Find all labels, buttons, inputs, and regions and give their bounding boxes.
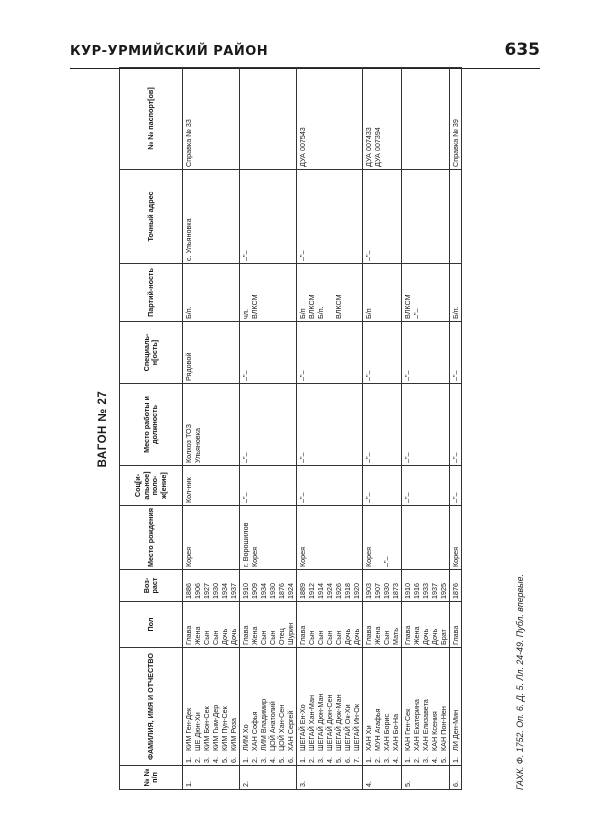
specialty-cell <box>363 322 402 384</box>
family-group-row <box>402 68 450 790</box>
person-index: 6. <box>343 757 352 763</box>
person-fullname: ЛИМ Хо <box>241 724 250 751</box>
address-cell <box>450 170 462 264</box>
social-cell <box>183 466 240 506</box>
person-index: 5. <box>220 757 229 763</box>
person-fullname: ШЕГАЙ Ин-Ок <box>352 703 361 751</box>
person-year: 1889 <box>298 583 307 599</box>
person-role: Дочь <box>343 628 352 645</box>
person-year: 1926 <box>334 583 343 599</box>
birthplace-cell <box>183 506 240 570</box>
person-name <box>403 650 412 763</box>
person-role: Сын <box>334 630 343 645</box>
person-role: Жена <box>193 626 202 645</box>
person-index: 3. <box>382 757 391 763</box>
age-cell <box>297 570 363 602</box>
work-cell <box>297 384 363 466</box>
person-role: Жена <box>373 626 382 645</box>
person-year: 1903 <box>364 583 373 599</box>
birthplace-cell-line <box>373 508 382 567</box>
person-name <box>421 650 430 763</box>
person-fullname: КИМ Бон-Сек <box>202 706 211 751</box>
person-role: Глава <box>184 625 193 645</box>
person-role: Сын <box>382 630 391 645</box>
passport-cell <box>402 68 450 170</box>
person-name <box>391 650 400 763</box>
region-title: КУР-УРМИЙСКИЙ РАЙОН <box>70 44 269 59</box>
birthplace-cell <box>297 506 363 570</box>
work-cell-line: Колхоз ТОЗ <box>184 424 193 463</box>
address-cell-line <box>403 172 412 261</box>
person-year: 1933 <box>421 583 430 599</box>
person-name <box>412 650 421 763</box>
person-index: 5. <box>439 757 448 763</box>
party-cell-line: –"– <box>412 308 421 319</box>
work-cell-line: –"– <box>364 452 373 463</box>
person-index: 1. <box>364 757 373 763</box>
person-year: 1906 <box>193 583 202 599</box>
person-name <box>220 650 229 763</box>
party-cell <box>297 264 363 322</box>
person-name <box>451 650 460 763</box>
person-name <box>250 650 259 763</box>
names-cell <box>363 648 402 766</box>
person-index: 3. <box>316 757 325 763</box>
birthplace-cell-line: Корея <box>451 546 460 567</box>
passport-cell-line <box>241 70 250 167</box>
person-fullname: ХАН Екатерина <box>412 699 421 751</box>
person-role: Глава <box>241 625 250 645</box>
work-cell <box>363 384 402 466</box>
party-cell <box>450 264 462 322</box>
passport-cell <box>363 68 402 170</box>
group-number-cell <box>402 766 450 790</box>
role-cell <box>297 602 363 648</box>
specialty-cell <box>183 322 240 384</box>
person-index: 5. <box>334 757 343 763</box>
party-cell-line: Б/п. <box>184 306 193 319</box>
person-index: 1. <box>241 757 250 763</box>
social-cell <box>363 466 402 506</box>
birthplace-cell <box>240 506 297 570</box>
role-cell <box>450 602 462 648</box>
party-cell-line: ВЛКСМ <box>403 294 412 319</box>
names-cell <box>240 648 297 766</box>
address-cell <box>240 170 297 264</box>
group-number: 3. <box>298 781 307 787</box>
passport-cell-line: ДУА 007394 <box>373 127 382 167</box>
social-cell <box>402 466 450 506</box>
passport-cell-line: Справка № 39 <box>451 119 460 167</box>
person-index: 1. <box>451 757 460 763</box>
person-index: 5. <box>277 757 286 763</box>
person-year: 1937 <box>229 583 238 599</box>
person-year: 1927 <box>202 583 211 599</box>
person-index: 4. <box>325 757 334 763</box>
person-year: 1912 <box>307 583 316 599</box>
passport-cell <box>240 68 297 170</box>
person-role: Сын <box>211 630 220 645</box>
birthplace-cell-line: Корея <box>184 546 193 567</box>
group-number-cell <box>363 766 402 790</box>
work-cell <box>450 384 462 466</box>
person-name <box>184 650 193 763</box>
person-year: 1924 <box>325 583 334 599</box>
address-cell <box>183 170 240 264</box>
person-role: Сын <box>259 630 268 645</box>
person-name <box>211 650 220 763</box>
person-fullname: ЛИ Ден-Мин <box>451 709 460 751</box>
address-cell-line: –"– <box>298 250 307 261</box>
deportation-list-table <box>119 67 462 790</box>
person-index: 2. <box>373 757 382 763</box>
person-role: Сын <box>202 630 211 645</box>
person-name <box>202 650 211 763</box>
work-cell <box>240 384 297 466</box>
social-cell <box>450 466 462 506</box>
person-fullname: ХАН Елизавета <box>421 699 430 751</box>
person-fullname: ШЕ Дюн-Хи <box>193 712 202 751</box>
person-name <box>277 650 286 763</box>
person-fullname: ЛИМ Владимир <box>259 698 268 751</box>
party-cell-line: Б/п <box>364 308 373 319</box>
social-cell-line: –"– <box>298 492 307 503</box>
person-name <box>352 650 361 763</box>
birthplace-cell-line: Корея <box>298 546 307 567</box>
work-cell-line: –"– <box>451 452 460 463</box>
address-cell <box>297 170 363 264</box>
person-year: 1873 <box>391 583 400 599</box>
person-fullname: КАН Пон-Нен <box>439 706 448 751</box>
col-header-birthplace: Место рождения <box>120 506 183 570</box>
party-cell-line: ВЛКСМ <box>250 294 259 319</box>
party-cell-line: ВЛКСМ <box>307 294 316 319</box>
person-year: 1907 <box>373 583 382 599</box>
person-name <box>307 650 316 763</box>
birthplace-cell-line: Корея <box>364 546 373 567</box>
person-role: Сын <box>307 630 316 645</box>
role-cell <box>183 602 240 648</box>
person-index: 1. <box>403 757 412 763</box>
person-year: 1930 <box>382 583 391 599</box>
person-fullname: МУН Агафья <box>373 708 382 751</box>
person-year: 1920 <box>352 583 361 599</box>
passport-cell <box>450 68 462 170</box>
rotated-table-page <box>97 68 537 790</box>
person-index: 4. <box>430 757 439 763</box>
work-cell-line: –"– <box>298 452 307 463</box>
age-cell <box>402 570 450 602</box>
social-cell-line: –"– <box>241 492 250 503</box>
person-name <box>268 650 277 763</box>
work-cell <box>183 384 240 466</box>
person-index: 3. <box>202 757 211 763</box>
person-year: 1934 <box>220 583 229 599</box>
person-role: Отец <box>277 628 286 645</box>
person-index: 2. <box>307 757 316 763</box>
person-fullname: ХАН Софья <box>250 711 259 751</box>
address-cell-line: с. Ульяновка <box>184 218 193 261</box>
party-cell <box>363 264 402 322</box>
person-name <box>298 650 307 763</box>
person-fullname: ЦОЙ Хан-Сен <box>277 704 286 751</box>
person-year: 1934 <box>259 583 268 599</box>
party-cell-line: Б/п <box>298 308 307 319</box>
person-fullname: ХАН Хи <box>364 725 373 751</box>
person-index: 4. <box>268 757 277 763</box>
role-cell <box>402 602 450 648</box>
person-year: 1925 <box>439 583 448 599</box>
person-name <box>259 650 268 763</box>
group-number: 2. <box>241 781 250 787</box>
person-name <box>439 650 448 763</box>
person-name <box>382 650 391 763</box>
social-cell-line: –"– <box>403 492 412 503</box>
person-name <box>316 650 325 763</box>
person-fullname: ХАН Сергей <box>286 710 295 751</box>
specialty-cell <box>402 322 450 384</box>
birthplace-cell <box>450 506 462 570</box>
group-number: 5. <box>403 781 412 787</box>
person-fullname: ХАН Бо-На <box>391 713 400 751</box>
person-year: 1916 <box>412 583 421 599</box>
age-cell <box>183 570 240 602</box>
person-index: 2. <box>412 757 421 763</box>
birthplace-cell <box>402 506 450 570</box>
person-name <box>325 650 334 763</box>
person-role: Дочь <box>220 628 229 645</box>
birthplace-cell-line <box>403 508 412 567</box>
specialty-cell-line: –"– <box>241 370 250 381</box>
specialty-cell-line: –"– <box>403 370 412 381</box>
group-number: 6. <box>451 781 460 787</box>
party-cell <box>402 264 450 322</box>
passport-cell-line: Справка № 33 <box>184 119 193 167</box>
person-index: 2. <box>193 757 202 763</box>
archive-source-note: ГАХК. Ф. 1752. Оп. 6. Д. 5. Лл. 24-49. Публ. впервые. <box>515 574 525 790</box>
col-header-party: Партий-ность <box>120 264 183 322</box>
person-fullname: ШЕГАЙ Ен-Хо <box>298 704 307 751</box>
names-cell <box>402 648 450 766</box>
person-name <box>373 650 382 763</box>
person-fullname: ШЕГАЙ Дюн-Ман <box>316 693 325 751</box>
person-fullname: КИМ Роза <box>229 717 238 751</box>
person-name <box>364 650 373 763</box>
specialty-cell-line: –"– <box>298 370 307 381</box>
person-role: Глава <box>403 625 412 645</box>
group-number-cell <box>450 766 462 790</box>
col-header-num: № № п/п <box>120 766 183 790</box>
col-header-name: ФАМИЛИЯ, ИМЯ И ОТЧЕСТВО <box>120 648 183 766</box>
person-year: 1930 <box>211 583 220 599</box>
person-name <box>430 650 439 763</box>
address-cell-line: –"– <box>364 250 373 261</box>
specialty-cell <box>450 322 462 384</box>
person-role: Жена <box>250 626 259 645</box>
person-year: 1910 <box>241 583 250 599</box>
person-name <box>286 650 295 763</box>
passport-cell-line <box>403 70 412 167</box>
passport-cell-line: ДУА 007433 <box>364 127 373 167</box>
person-role: Глава <box>451 625 460 645</box>
person-index: 6. <box>286 757 295 763</box>
wagon-title: ВАГОН № 27 <box>97 390 109 468</box>
person-role: Мать <box>391 628 400 645</box>
work-cell-line: Ульяновка <box>193 428 202 463</box>
person-fullname: ШЕГАЙ Ок-Хи <box>343 704 352 751</box>
specialty-cell <box>240 322 297 384</box>
specialty-cell-line: –"– <box>364 370 373 381</box>
group-number-cell <box>297 766 363 790</box>
person-fullname: ШЕГАЙ Дюк-Ман <box>334 694 343 751</box>
person-index: 3. <box>421 757 430 763</box>
person-name <box>193 650 202 763</box>
names-cell <box>297 648 363 766</box>
age-cell <box>240 570 297 602</box>
person-role: Дочь <box>430 628 439 645</box>
col-header-address: Точный адрес <box>120 170 183 264</box>
social-cell-line: –"– <box>364 492 373 503</box>
person-role: Дочь <box>229 628 238 645</box>
person-year: 1909 <box>250 583 259 599</box>
person-role: Сын <box>316 630 325 645</box>
person-name <box>334 650 343 763</box>
group-number: 4. <box>364 781 373 787</box>
party-cell-line: Б/п. <box>316 306 325 319</box>
person-index: 7. <box>352 757 361 763</box>
family-group-row <box>450 68 462 790</box>
group-number-cell <box>240 766 297 790</box>
person-role: Сын <box>325 630 334 645</box>
col-header-passport: № № паспорт[ов] <box>120 68 183 170</box>
person-role: Шурин <box>286 622 295 645</box>
specialty-cell-line: Рядовой <box>184 352 193 381</box>
social-cell <box>240 466 297 506</box>
party-cell-line: Б/п. <box>451 306 460 319</box>
role-cell <box>363 602 402 648</box>
party-cell-line: ВЛКСМ <box>334 294 343 319</box>
family-group-row <box>183 68 240 790</box>
person-year: 1914 <box>316 583 325 599</box>
age-cell <box>450 570 462 602</box>
passport-cell <box>183 68 240 170</box>
col-header-age: Воз-раст <box>120 570 183 602</box>
passport-cell <box>297 68 363 170</box>
person-year: 1918 <box>343 583 352 599</box>
person-fullname: КАН Ген-Сек <box>403 708 412 751</box>
birthplace-cell <box>363 506 402 570</box>
person-name <box>241 650 250 763</box>
party-cell-line <box>325 266 334 319</box>
birthplace-cell-line: Корея <box>250 546 259 567</box>
person-fullname: ШЕГАЙ Хан-Ман <box>307 695 316 751</box>
person-fullname: КАН Ксения <box>430 711 439 751</box>
person-fullname: ХАН Борис <box>382 713 391 751</box>
names-cell <box>450 648 462 766</box>
age-cell <box>363 570 402 602</box>
person-year: 1886 <box>184 583 193 599</box>
person-index: 2. <box>250 757 259 763</box>
person-fullname: КИМ Пун-Сек <box>220 706 229 751</box>
person-index: 6. <box>229 757 238 763</box>
person-role: Брат <box>439 629 448 645</box>
person-fullname: КИМ Гым-Дер <box>211 704 220 751</box>
family-group-row <box>240 68 297 790</box>
person-year: 1937 <box>430 583 439 599</box>
address-cell-line <box>451 172 460 261</box>
person-index: 3. <box>259 757 268 763</box>
social-cell-line: –"– <box>451 492 460 503</box>
person-index: 1. <box>184 757 193 763</box>
group-number: 1. <box>184 781 193 787</box>
role-cell <box>240 602 297 648</box>
specialty-cell <box>297 322 363 384</box>
person-role: Глава <box>364 625 373 645</box>
person-year: 1876 <box>277 583 286 599</box>
birthplace-cell-line: –"– <box>382 556 391 567</box>
col-header-work: Место работы и должность <box>120 384 183 466</box>
person-fullname: КИМ Ген-Дек <box>184 707 193 751</box>
group-number-cell <box>183 766 240 790</box>
birthplace-cell-line: г. Ворошилов <box>241 522 250 567</box>
work-cell-line: –"– <box>403 452 412 463</box>
person-fullname: ЦОЙ Анатолий <box>268 701 277 751</box>
family-group-row <box>297 68 363 790</box>
person-role: Глава <box>298 625 307 645</box>
person-fullname: ШЕГАЙ Дюн-Сен <box>325 694 334 751</box>
person-index: 1. <box>298 757 307 763</box>
social-cell-line: Кол-ник <box>184 477 193 503</box>
col-header-role: Пол <box>120 602 183 648</box>
names-cell <box>183 648 240 766</box>
family-group-row <box>363 68 402 790</box>
col-header-social: Соц[и-альное] поло-ж[ение] <box>120 466 183 506</box>
person-role: Сын <box>268 630 277 645</box>
work-cell-line: –"– <box>241 452 250 463</box>
person-role: Дочь <box>352 628 361 645</box>
address-cell <box>402 170 450 264</box>
person-index: 4. <box>391 757 400 763</box>
party-cell-line: чл. <box>241 309 250 319</box>
running-header <box>70 42 540 69</box>
address-cell-line: –"– <box>241 250 250 261</box>
person-name <box>343 650 352 763</box>
person-year: 1924 <box>286 583 295 599</box>
person-year: 1876 <box>451 583 460 599</box>
party-cell <box>183 264 240 322</box>
person-year: 1930 <box>268 583 277 599</box>
passport-cell-line: ДУА 007543 <box>298 127 307 167</box>
person-year: 1910 <box>403 583 412 599</box>
specialty-cell-line: –"– <box>451 370 460 381</box>
page-number: 635 <box>504 40 540 60</box>
person-role: Дочь <box>421 628 430 645</box>
party-cell <box>240 264 297 322</box>
col-header-specialty: Специаль-н[ость] <box>120 322 183 384</box>
address-cell <box>363 170 402 264</box>
person-role: Жена <box>412 626 421 645</box>
table-header-row <box>120 68 183 790</box>
social-cell <box>297 466 363 506</box>
person-name <box>229 650 238 763</box>
work-cell <box>402 384 450 466</box>
person-index: 4. <box>211 757 220 763</box>
